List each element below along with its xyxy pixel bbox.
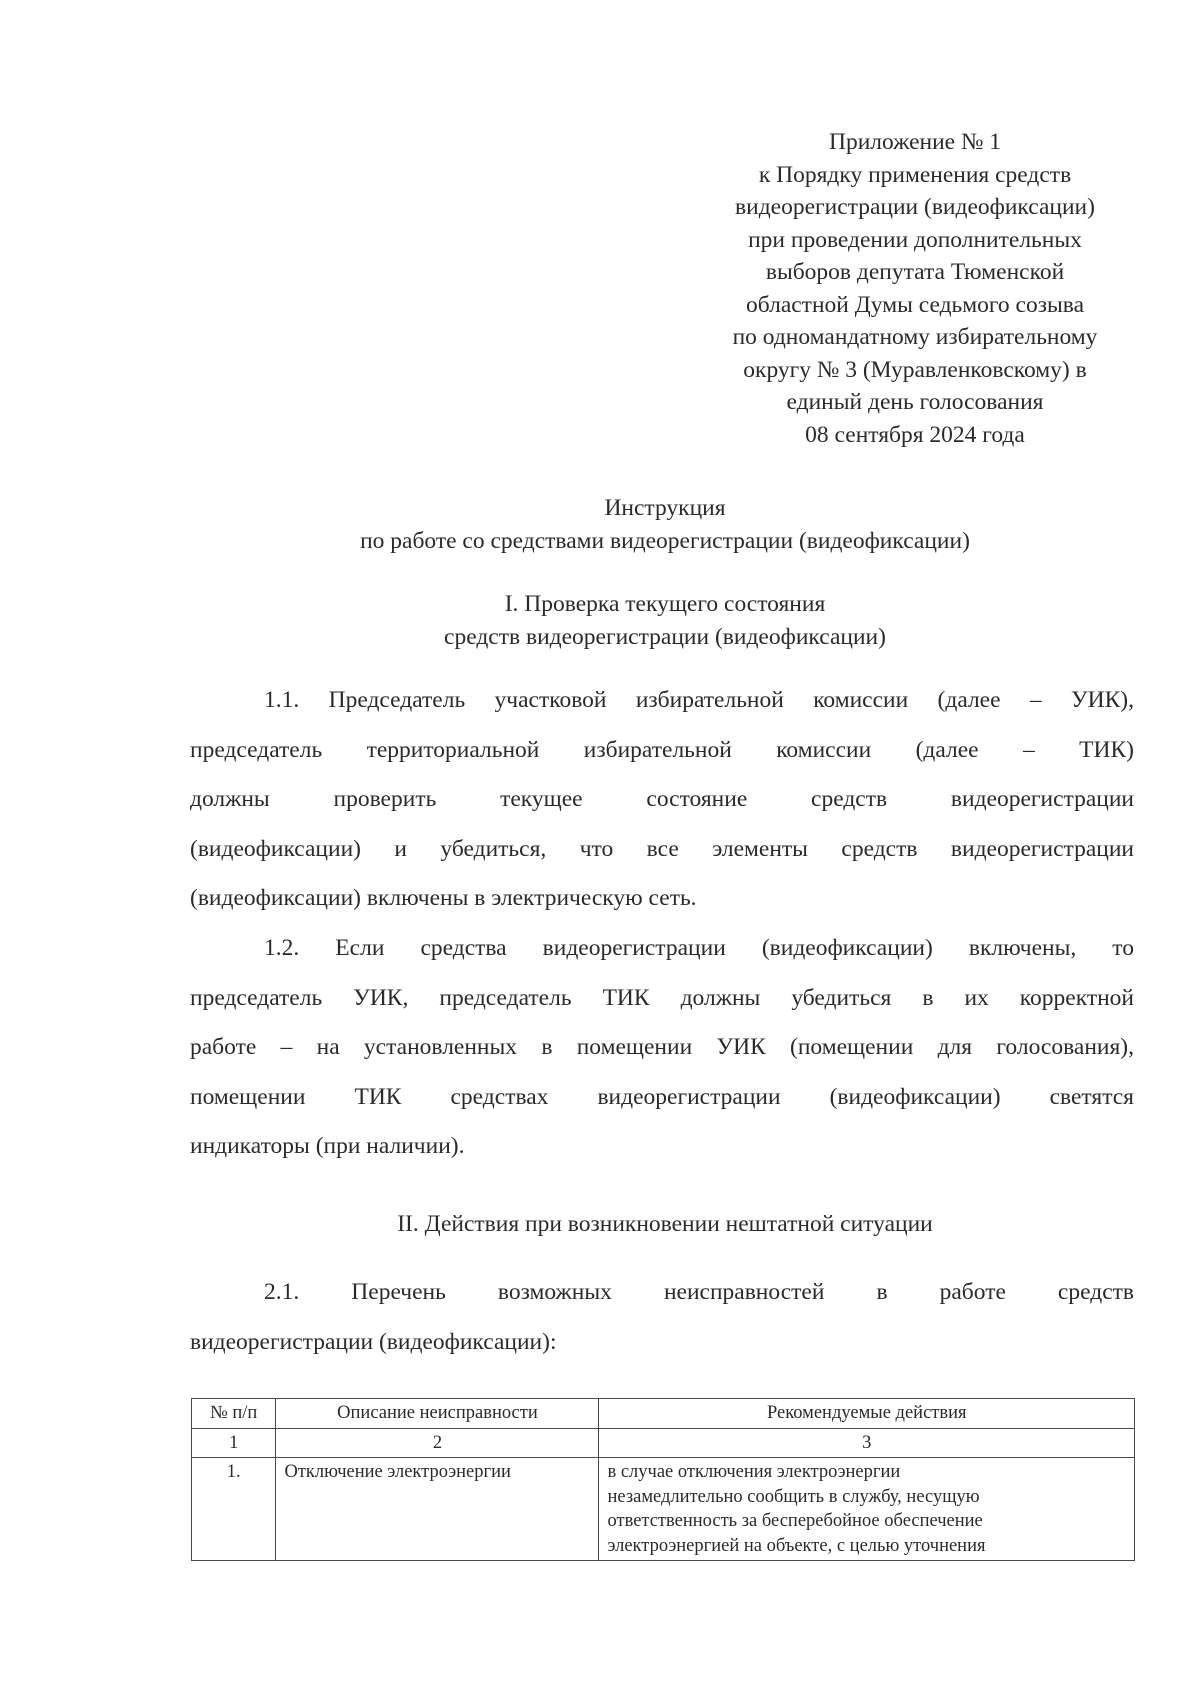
appendix-line: при проведении дополнительных bbox=[748, 226, 1082, 253]
appendix-line: видеорегистрации (видеофиксации) bbox=[735, 194, 1095, 220]
paragraph-1-2 bbox=[190, 924, 1134, 1172]
paragraph-line: помещении ТИК средствах видеорегистрации (видеофиксации) светятся bbox=[190, 1083, 1134, 1110]
paragraph-line: (видеофиксации) и убедиться, что все элементы средств видеорегистрации bbox=[190, 835, 1134, 862]
paragraph-line: работе – на установленных в помещении УИК (помещении для голосования), bbox=[190, 1034, 1134, 1060]
action-line: незамедлительно сообщить в службу, несущую bbox=[607, 1486, 980, 1507]
paragraph-line: (видеофиксации) включены в электрическую сеть. bbox=[190, 885, 697, 911]
appendix-line: единый день голосования bbox=[786, 389, 1044, 415]
section-1-heading bbox=[190, 588, 1140, 653]
action-line: электроэнергией на объекте, с целью уточнения bbox=[607, 1535, 986, 1556]
paragraph-line: 2.1. Перечень возможных неисправностей в работе средств bbox=[264, 1279, 1134, 1305]
section-heading-line: I. Проверка текущего состояния bbox=[504, 591, 826, 617]
appendix-line: областной Думы седьмого созыва bbox=[745, 291, 1085, 318]
paragraph-line: видеорегистрации (видеофиксации): bbox=[190, 1328, 557, 1355]
appendix-line: 08 сентября 2024 года bbox=[805, 421, 1025, 448]
table-column-number: 1 bbox=[192, 1428, 276, 1458]
paragraph-2-1 bbox=[190, 1268, 1134, 1367]
paragraph-line: 1.1. Председатель участковой избирательной комиссии (далее – УИК), bbox=[264, 687, 1134, 713]
table-column-number: 2 bbox=[276, 1428, 599, 1458]
document-subtitle: по работе со средствами видеорегистрации (видеофиксации) bbox=[360, 527, 970, 554]
table-header-row bbox=[192, 1399, 1135, 1429]
paragraph-line: председатель территориальной избирательной комиссии (далее – ТИК) bbox=[190, 736, 1134, 763]
section-2-heading bbox=[190, 1208, 1140, 1241]
table-header-cell: Рекомендуемые действия bbox=[599, 1399, 1135, 1429]
appendix-line: к Порядку применения средств bbox=[758, 161, 1072, 188]
table-column-number: 3 bbox=[599, 1428, 1135, 1458]
paragraph-line: 1.2. Если средства видеорегистрации (видеофиксации) включены, то bbox=[264, 935, 1134, 961]
table-column-numbers-row bbox=[192, 1428, 1135, 1458]
appendix-line: по одномандатному избирательному bbox=[732, 324, 1098, 350]
faults-table bbox=[191, 1398, 1135, 1561]
paragraph-line: должны проверить текущее состояние средств видеорегистрации bbox=[190, 786, 1134, 812]
appendix-line: выборов депутата Тюменской bbox=[765, 259, 1065, 285]
table-header-cell: Описание неисправности bbox=[276, 1399, 599, 1429]
appendix-header bbox=[680, 126, 1150, 451]
document-title: Инструкция bbox=[604, 495, 726, 521]
table-cell-number: 1. bbox=[192, 1458, 276, 1561]
paragraph-line: индикаторы (при наличии). bbox=[190, 1133, 465, 1159]
appendix-line: Приложение № 1 bbox=[828, 129, 1002, 155]
appendix-line: округу № 3 (Муравленковскому) в bbox=[743, 356, 1087, 383]
table-row bbox=[192, 1458, 1135, 1561]
action-line: в случае отключения электроэнергии bbox=[607, 1462, 901, 1482]
paragraph-1-1 bbox=[190, 676, 1134, 924]
table-header-cell: № п/п bbox=[192, 1399, 276, 1429]
action-line: ответственность за бесперебойное обеспечение bbox=[607, 1511, 983, 1531]
section-heading-line: II. Действия при возникновении нештатной ситуации bbox=[397, 1211, 933, 1237]
table-cell-description: Отключение электроэнергии bbox=[276, 1458, 599, 1561]
instruction-title bbox=[190, 492, 1140, 557]
table-cell-action bbox=[599, 1458, 1135, 1561]
paragraph-line: председатель УИК, председатель ТИК должны убедиться в их корректной bbox=[190, 984, 1134, 1011]
section-heading-line: средств видеорегистрации (видеофиксации) bbox=[444, 623, 886, 650]
